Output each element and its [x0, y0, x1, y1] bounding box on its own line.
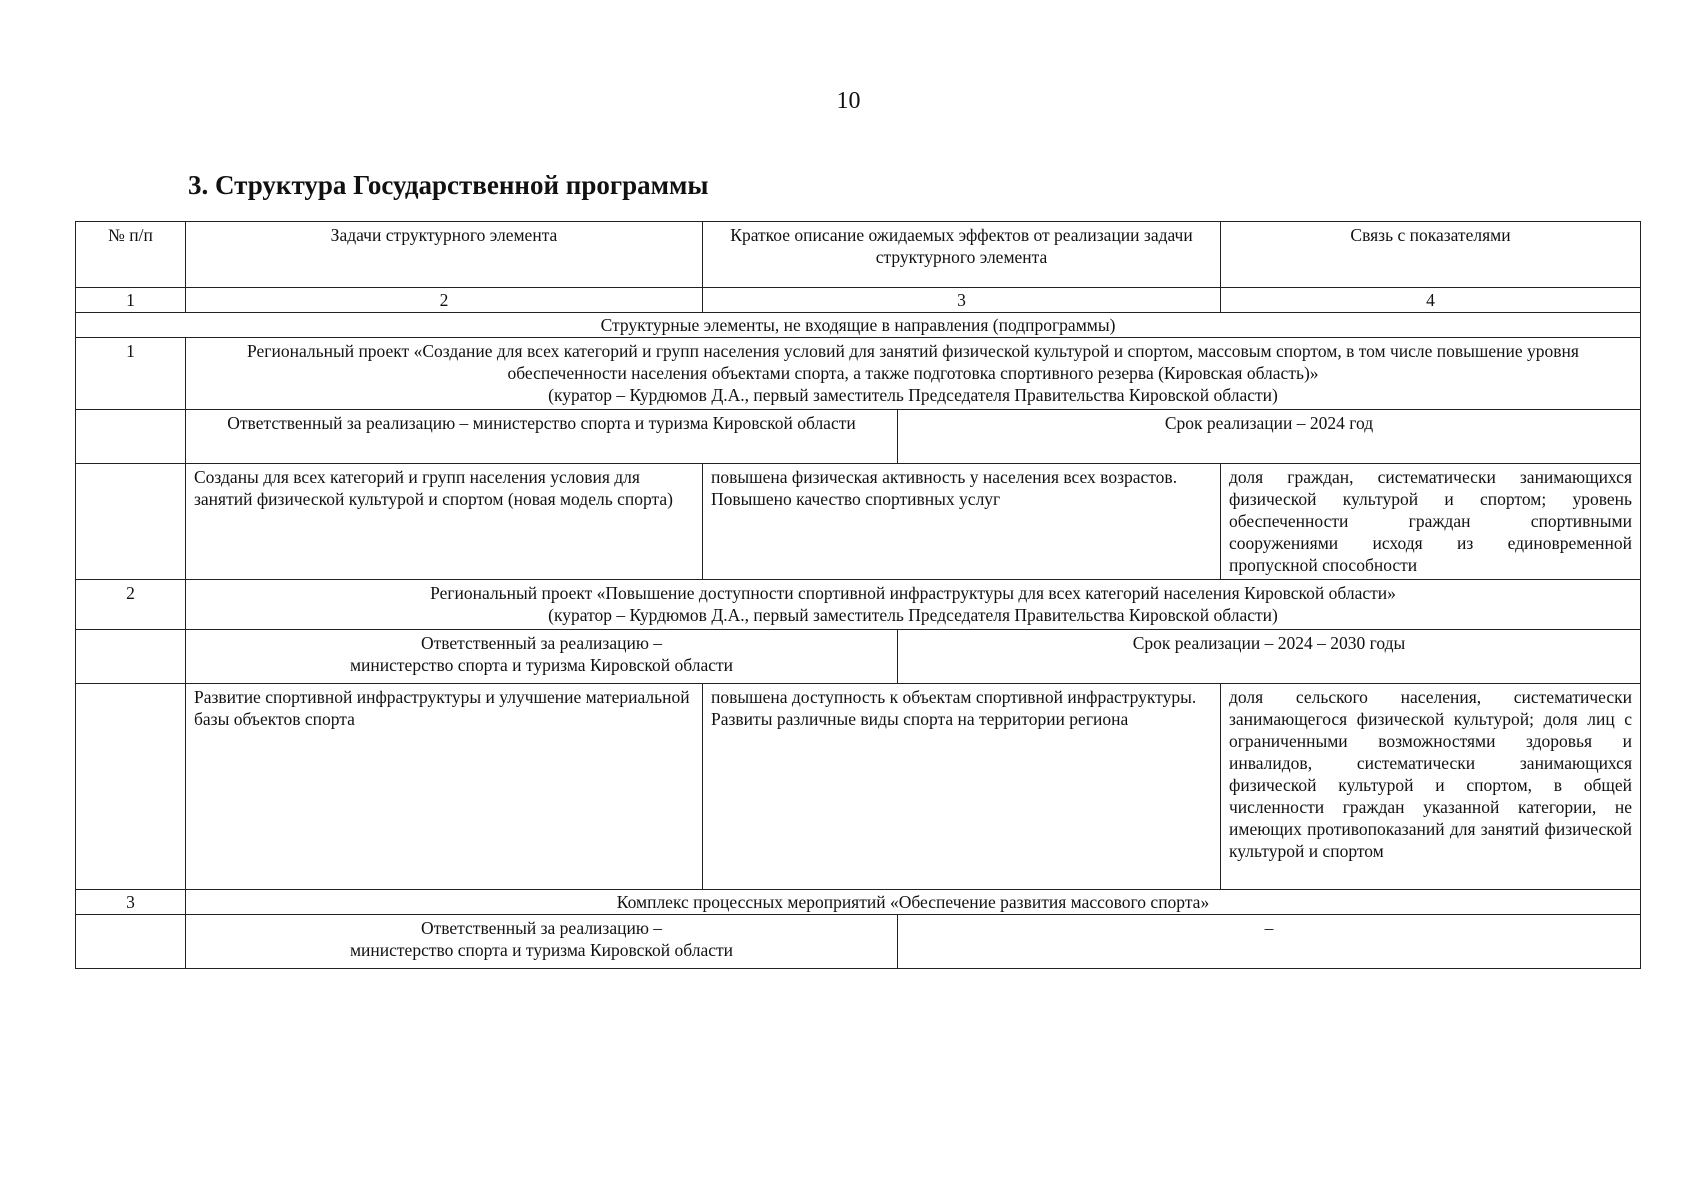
block-2-responsible-line1: Ответственный за реализацию – — [420, 633, 663, 653]
header-row — [76, 222, 1641, 288]
block-2-responsible-line2: министерство спорта и туризма Кировской области — [349, 655, 734, 675]
block-3-term: – — [898, 915, 1641, 969]
column-number-2: 2 — [186, 288, 703, 313]
block-1-indicators: доля граждан, систематически занимающихся физической культурой и спортом; уровень обеспеченности граждан спортивными сооружениями исходя из единовременной пропускной способности — [1221, 464, 1641, 580]
block-3-num: 3 — [76, 890, 186, 915]
block-2-curator: (куратор – Курдюмов Д.А., первый заместитель Председателя Правительства Кировской области) — [548, 605, 1278, 625]
block-2-title: Региональный проект «Повышение доступности спортивной инфраструктуры для всех категорий населения Кировской области» — [430, 583, 1396, 603]
block-3-title: Комплекс процессных мероприятий «Обеспечение развития массового спорта» — [186, 890, 1641, 915]
section-title: 3. Структура Государственной программы — [188, 170, 709, 200]
header-tasks: Задачи структурного элемента — [186, 222, 703, 288]
block-1-title-row — [76, 338, 1641, 410]
block-1-responsible-row — [76, 410, 1641, 464]
block-3-responsible-row — [76, 915, 1641, 969]
block-2-num: 2 — [76, 580, 186, 630]
block-2-indicators: доля сельского населения, систематически занимающегося физической культурой; доля лиц с ограниченными возможностями здоровья и инвалидов, систематически занимающихся физической культурой и спортом, в общей численности граждан указанной категории, не имеющих противопоказаний для занятий физической культурой и спортом — [1221, 684, 1641, 890]
group-title: Структурные элементы, не входящие в направления (подпрограммы) — [76, 313, 1641, 338]
block-2-task-row — [76, 684, 1641, 890]
header-num: № п/п — [76, 222, 186, 288]
block-2-term: Срок реализации – 2024 – 2030 годы — [898, 630, 1641, 684]
block-2-empty-num-2 — [76, 684, 186, 890]
block-1-task: Созданы для всех категорий и групп населения условия для занятий физической культурой и спортом (новая модель спорта) — [186, 464, 703, 580]
block-3-responsible-cell — [186, 915, 898, 969]
header-effects: Краткое описание ожидаемых эффектов от реализации задачи структурного элемента — [703, 222, 1221, 288]
block-1-empty-num-2 — [76, 464, 186, 580]
block-1-task-row — [76, 464, 1641, 580]
block-2-title-cell — [186, 580, 1641, 630]
block-1-num: 1 — [76, 338, 186, 410]
column-number-4: 4 — [1221, 288, 1641, 313]
block-3-responsible-line1: Ответственный за реализацию – — [420, 918, 663, 938]
block-1-title-cell — [186, 338, 1641, 410]
page-number: 10 — [836, 88, 861, 114]
block-3-title-row — [76, 890, 1641, 915]
block-2-task: Развитие спортивной инфраструктуры и улучшение материальной базы объектов спорта — [186, 684, 703, 890]
block-1-curator: (куратор – Курдюмов Д.А., первый заместитель Председателя Правительства Кировской области) — [548, 385, 1278, 405]
block-2-effect: повышена доступность к объектам спортивной инфраструктуры. Развиты различные виды спорта на территории региона — [703, 684, 1221, 890]
column-number-3: 3 — [703, 288, 1221, 313]
header-link: Связь с показателями — [1221, 222, 1641, 288]
block-2-responsible-row — [76, 630, 1641, 684]
block-1-empty-num — [76, 410, 186, 464]
block-1-effect: повышена физическая активность у населения всех возрастов. Повышено качество спортивных услуг — [703, 464, 1221, 580]
block-2-title-row — [76, 580, 1641, 630]
group-title-row — [76, 313, 1641, 338]
column-number-1: 1 — [76, 288, 186, 313]
block-1-term: Срок реализации – 2024 год — [898, 410, 1641, 464]
block-1-title: Региональный проект «Создание для всех категорий и групп населения условий для занятий физической культурой и спортом, массовым спортом, в том числе повышение уровня обеспеченности населения объектами спорта, а также подготовка спортивного резерва (Кировская область)» — [247, 341, 1579, 383]
block-3-empty-num — [76, 915, 186, 969]
block-3-responsible-line2: министерство спорта и туризма Кировской области — [349, 940, 734, 960]
structure-table — [75, 221, 1641, 969]
block-2-empty-num — [76, 630, 186, 684]
column-number-row — [76, 288, 1641, 313]
block-1-responsible: Ответственный за реализацию – министерство спорта и туризма Кировской области — [186, 410, 898, 464]
block-2-responsible-cell — [186, 630, 898, 684]
